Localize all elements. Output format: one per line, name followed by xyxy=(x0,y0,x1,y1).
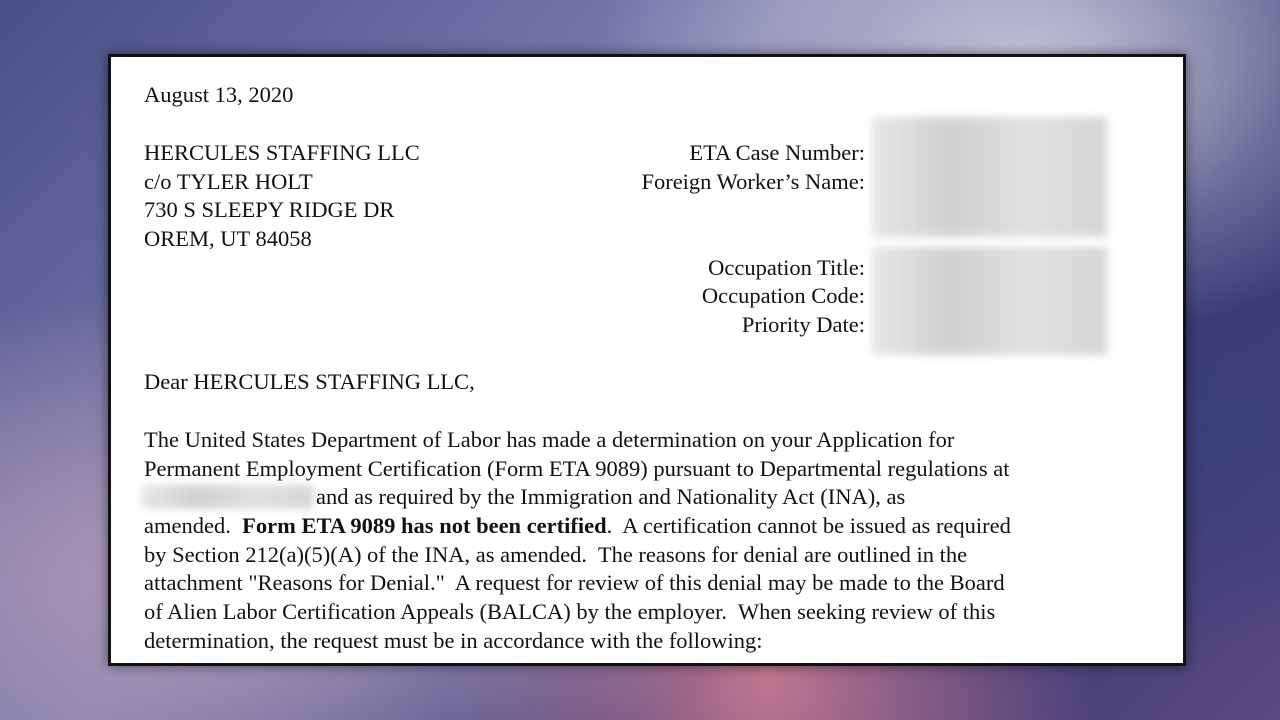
address-line: c/o TYLER HOLT xyxy=(144,169,313,194)
field-label-occupation-title: Occupation Title: xyxy=(708,255,865,280)
body-line: of Alien Labor Certification Appeals (BALCA) by the employer. When seeking review of this xyxy=(144,599,996,624)
body-line: Permanent Employment Certification (Form ETA 9089) pursuant to Departmental regulations at xyxy=(144,456,1010,481)
letter-date: August 13, 2020 xyxy=(144,82,294,107)
address-line: HERCULES STAFFING LLC xyxy=(144,140,420,165)
body-line: and as required by the Immigration and Nationality Act (INA), as xyxy=(316,484,906,509)
field-label-priority-date: Priority Date: xyxy=(741,312,865,337)
body-text: . A certification cannot be issued as required xyxy=(606,513,1011,538)
body-line: attachment "Reasons for Denial." A request for review of this denial may be made to the Board xyxy=(144,570,1005,595)
field-label-occupation-code: Occupation Code: xyxy=(701,283,865,308)
not-certified-statement: Form ETA 9089 has not been certified xyxy=(242,513,607,538)
body-text: amended. xyxy=(144,513,243,538)
body-line: The United States Department of Labor has made a determination on your Application for xyxy=(144,427,955,452)
salutation: Dear HERCULES STAFFING LLC, xyxy=(144,369,475,394)
body-line: determination, the request must be in accordance with the following: xyxy=(144,628,763,653)
redacted-occupation-info xyxy=(871,247,1107,355)
address-line: OREM, UT 84058 xyxy=(144,226,312,251)
field-label-case-number: ETA Case Number: xyxy=(689,140,865,165)
denial-letter xyxy=(108,54,1186,666)
body-line: by Section 212(a)(5)(A) of the INA, as amended. The reasons for denial are outlined in the xyxy=(144,542,968,567)
redacted-case-info xyxy=(871,117,1107,237)
address-line: 730 S SLEEPY RIDGE DR xyxy=(144,197,395,222)
redacted-regulation xyxy=(141,485,313,509)
body-line xyxy=(144,511,1011,540)
field-label-worker-name: Foreign Worker’s Name: xyxy=(641,169,865,194)
